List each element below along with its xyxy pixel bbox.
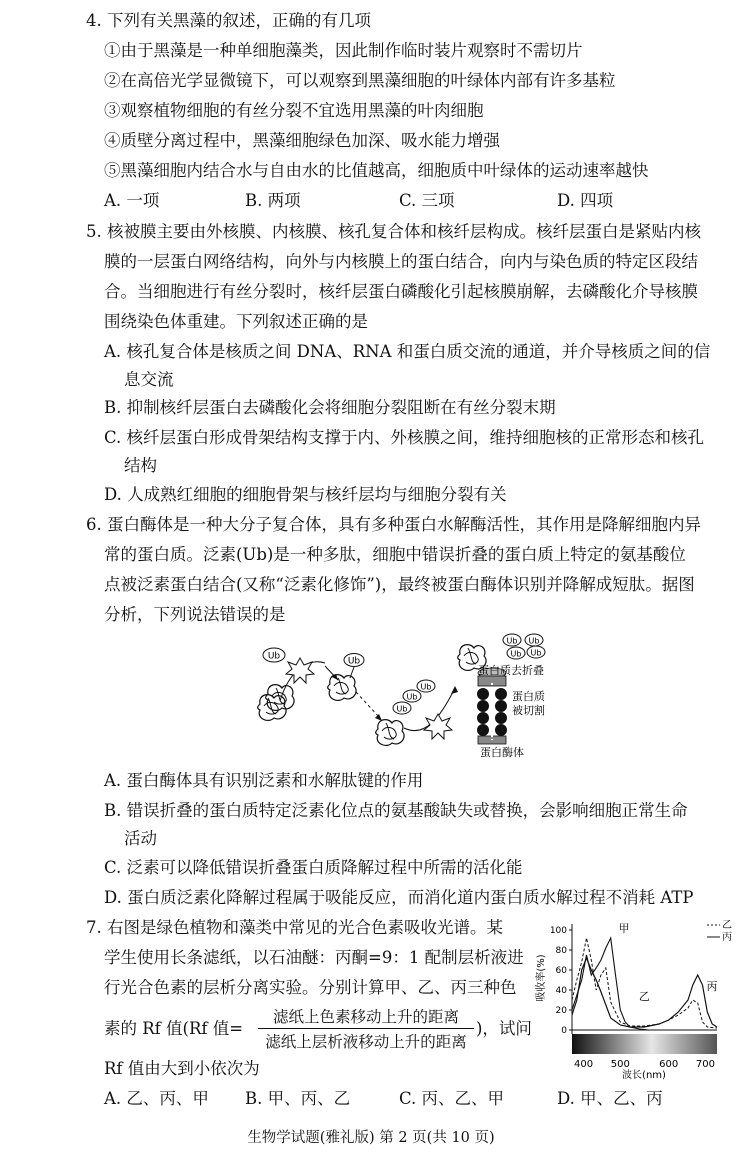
q6-option-a: A. 蛋白酶体具有识别泛素和水解肽键的作用 (104, 771, 424, 790)
q6-option-d: D. 蛋白质泛素化降解过程属于吸能反应，而消化道内蛋白质水解过程不消耗 ATP (104, 888, 694, 907)
q4-stem: 4. 下列有关黑藻的叙述，正确的有几项 (86, 11, 371, 30)
legend-entry-bing: 丙 (722, 932, 732, 943)
wavelength-gradient-bar (572, 1034, 717, 1054)
q4-item-5: ⑤黑藻细胞内结合水与自由水的比值越高，细胞质中叶绿体的运动速率越快 (104, 161, 649, 180)
q4-option-b: B. 两项 (245, 191, 301, 210)
x-tick-label: 600 (659, 1059, 679, 1070)
q4-item-1: ①由于黑藻是一种单细胞藻类，因此制作临时装片观察时不需切片 (104, 41, 583, 60)
q6-option-b-cont: 活动 (124, 829, 157, 848)
q7-option-a: A. 乙、丙、甲 (104, 1089, 209, 1108)
proteasome-diagram (250, 628, 550, 760)
q7-rf-suffix: )，试问 (476, 1019, 532, 1038)
q5-stem-3: 合。当细胞进行有丝分裂时，核纤层蛋白磷酸化引起核膜崩解，去磷酸化介导核膜 (104, 282, 698, 301)
rf-denominator: 滤纸上层析液移动上升的距离 (265, 1033, 467, 1051)
q7-option-d: D. 甲、乙、丙 (557, 1089, 663, 1108)
svg-text:Ub: Ub (528, 636, 540, 646)
q5-stem-1: 5. 核被膜主要由外核膜、内核膜、核孔复合体和核纤层构成。核纤层蛋白是紧贴内核 (86, 222, 701, 241)
absorption-spectrum-chart (532, 916, 737, 1083)
q5-stem-4: 围绕染色体重建。下列叙述正确的是 (104, 312, 368, 331)
q6-stem-2: 常的蛋白质。泛素(Ub)是一种多肽，细胞中错误折叠的蛋白质上特定的氨基酸位 (104, 545, 686, 564)
svg-text:Ub: Ub (506, 636, 518, 646)
misfolded-protein-3 (376, 720, 404, 746)
q7-stem-3: 行光合色素的层析分离实验。分别计算甲、乙、丙三种色 (104, 978, 517, 997)
proteasome-complex (477, 668, 507, 744)
q5-stem-2: 膜的一层蛋白网络结构，向外与内核膜上的蛋白结合，向内与染色质的特定区段结 (104, 252, 698, 271)
y-tick-label: 0 (561, 1026, 567, 1036)
q5-option-c-cont: 结构 (124, 456, 157, 475)
svg-text:Ub: Ub (420, 682, 432, 692)
y-axis-label: 吸收率(%) (536, 954, 547, 1002)
q4-item-4: ④质壁分离过程中，黑藻细胞绿色加深、吸水能力增强 (104, 131, 500, 150)
y-tick-label: 80 (555, 946, 567, 956)
svg-text:Ub: Ub (510, 649, 522, 659)
curve-label-jia: 甲 (618, 922, 630, 935)
q4-option-a: A. 一项 (104, 191, 160, 210)
x-tick-label: 400 (574, 1059, 594, 1070)
rf-numerator: 滤纸上色素移动上升的距离 (272, 1008, 459, 1026)
curve-label-bing: 丙 (706, 980, 718, 993)
q7-stem-end: Rf 值由大到小依次为 (104, 1059, 260, 1078)
q6-stem-1: 6. 蛋白酶体是一种大分子复合体，具有多种蛋白水解酶活性，其作用是降解细胞内异 (86, 515, 701, 534)
q4-item-2: ②在高倍光学显微镜下，可以观察到黑藻细胞的叶绿体内部有许多基粒 (104, 71, 616, 90)
ub-tag-1 (263, 648, 285, 662)
svg-text:Ub: Ub (396, 704, 408, 714)
curve-label-yi: 乙 (638, 990, 650, 1003)
q4-option-d: D. 四项 (557, 191, 614, 210)
q7-option-c: C. 丙、乙、甲 (399, 1089, 505, 1108)
svg-text:Ub: Ub (347, 656, 361, 667)
label-unfold: 蛋白质去折叠 (478, 664, 544, 677)
svg-text:Ub: Ub (267, 651, 281, 662)
atp-star-2 (424, 714, 452, 739)
x-axis-label: 波长(nm) (622, 1070, 666, 1081)
q6-stem-4: 分析，下列说法错误的是 (104, 605, 286, 624)
q5-option-c: C. 核纤层蛋白形成骨架结构支撑于内、外核膜之间，维持细胞核的正常形态和核孔 (104, 428, 705, 447)
legend (707, 919, 732, 943)
ub-chain-3 (393, 680, 435, 714)
x-tick-label: 700 (695, 1059, 715, 1070)
svg-text:Ub: Ub (406, 692, 418, 702)
ub-tag-2 (344, 654, 364, 667)
svg-text:Ub: Ub (530, 648, 542, 658)
curve-jia (572, 938, 669, 1030)
q5-option-a-cont: 息交流 (124, 370, 174, 389)
q6-option-b: B. 错误折叠的蛋白质特定泛素化位点的氨基酸缺失或替换，会影响细胞正常生命 (104, 801, 688, 820)
y-tick-label: 60 (555, 966, 567, 976)
x-tick-label: 500 (610, 1059, 630, 1070)
label-proteasome: 蛋白酶体 (480, 746, 524, 759)
page-footer: 生物学试题(雅礼版) 第 2 页(共 10 页) (247, 1130, 495, 1146)
q6-stem-3: 点被泛素蛋白结合(又称“泛素化修饰”)，最终被蛋白酶体识别并降解成短肽。据图 (104, 575, 695, 594)
label-cut-2: 被切割 (512, 704, 545, 717)
q7-rf-prefix: 素的 Rf 值(Rf 值= (104, 1019, 244, 1038)
q7-stem-1: 7. 右图是绿色植物和藻类中常见的光合色素吸收光谱。某 (86, 918, 503, 937)
label-cut-1: 蛋白质 (512, 690, 545, 703)
q5-option-a: A. 核孔复合体是核质之间 DNA、RNA 和蛋白质交流的通道，并介导核质之间的信 (104, 342, 711, 361)
q4-option-c: C. 三项 (399, 191, 455, 210)
q6-option-c: C. 泛素可以降低错误折叠蛋白质降解过程中所需的活化能 (104, 858, 523, 877)
y-tick-label: 100 (549, 926, 567, 936)
misfolded-protein-1 (258, 685, 294, 721)
rf-fraction-bar (258, 1028, 474, 1029)
q7-stem-2: 学生使用长条滤纸，以石油醚：丙酮=9：1 配制层析液进 (104, 948, 524, 967)
misfolded-protein-2 (328, 675, 356, 701)
q4-item-3: ③观察植物细胞的有丝分裂不宜选用黑藻的叶肉细胞 (104, 101, 484, 120)
curve-yi (572, 938, 717, 1028)
y-tick-label: 40 (555, 986, 567, 996)
q5-option-d: D. 人成熟红细胞的细胞骨架与核纤层均与细胞分裂有关 (104, 485, 507, 504)
q7-option-b: B. 甲、丙、乙 (245, 1089, 351, 1108)
q5-option-b: B. 抑制核纤层蛋白去磷酸化会将细胞分裂阻断在有丝分裂末期 (104, 398, 556, 417)
ub-chain-4 (503, 634, 545, 659)
legend-entry-yi: 乙 (722, 920, 732, 931)
y-tick-label: 20 (555, 1006, 567, 1016)
